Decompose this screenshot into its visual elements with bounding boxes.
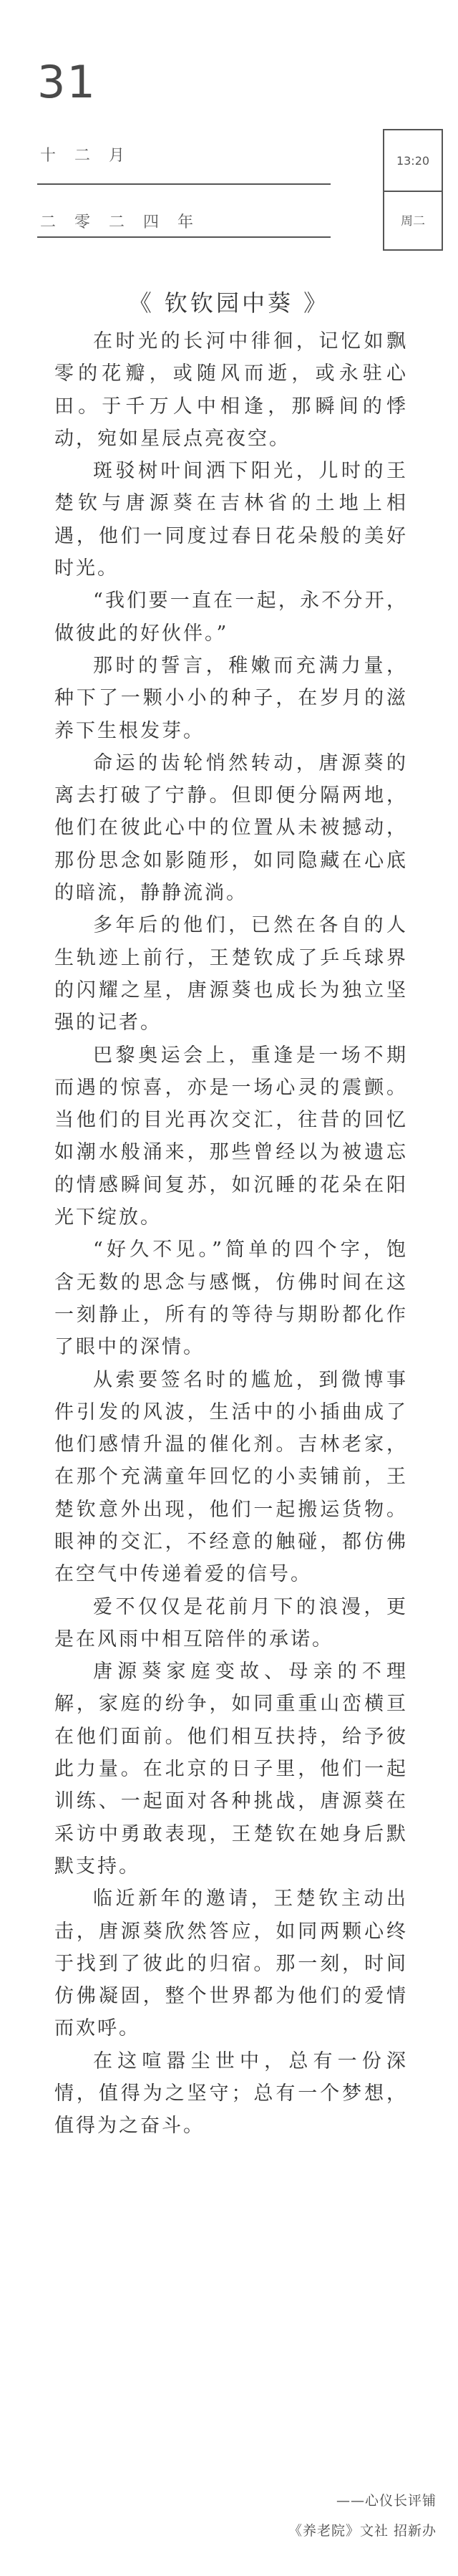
time-label: 13:20 <box>396 154 430 168</box>
paragraph: 爱不仅仅是花前月下的浪漫，更是在风雨中相互陪伴的承诺。 <box>54 1595 408 1650</box>
paragraph: 在时光的长河中徘徊，记忆如飘零的花瓣，或随风而逝，或永驻心田。于千万人中相逢，那瞬间的悸动，宛如星辰点亮夜空。 <box>54 330 408 450</box>
paragraph: 斑驳树叶间洒下阳光，儿时的王楚钦与唐源葵在吉林省的土地上相遇，他们一同度过春日花朵般的美好时光。 <box>54 460 408 580</box>
box-divider <box>384 191 442 192</box>
paragraph: 巴黎奥运会上，重逢是一场不期而遇的惊喜，亦是一场心灵的震颤。当他们的目光再次交汇，往昔的回忆如潮水般涌来，那些曾经以为被遗忘的情感瞬间复苏，如沉睡的花朵在阳光下绽放。 <box>54 1044 408 1229</box>
date-day: 31 <box>37 56 97 108</box>
paragraph: “好久不见。”简单的四个字，饱含无数的思念与感慨，仿佛时间在这一刻静止，所有的等待与期盼都化作了眼中的深情。 <box>54 1239 408 1359</box>
paragraph: 临近新年的邀请，王楚钦主动出击，唐源葵欣然答应，如同两颗心终于找到了彼此的归宿。那一刻，时间仿佛凝固，整个世界都为他们的爱情而欢呼。 <box>54 1888 408 2040</box>
weekday-label: 周二 <box>401 214 425 229</box>
paragraph: 在这喧嚣尘世中，总有一份深情，值得为之坚守；总有一个梦想，值得为之奋斗。 <box>54 2049 408 2138</box>
paragraph: “我们要一直在一起，永不分开，做彼此的好伙伴。” <box>54 590 408 645</box>
article-title: 《 钦钦园中葵 》 <box>128 289 330 317</box>
paragraph: 那时的誓言，稚嫩而充满力量，种下了一颗小小的种子，在岁月的滋养下生根发芽。 <box>54 654 408 742</box>
date-header <box>0 0 458 236</box>
reviewer-signature: ——心仪长评铺 <box>336 2493 437 2509</box>
club-credit: 《养老院》文社 招新办 <box>288 2523 437 2539</box>
time-box <box>383 129 443 251</box>
paragraph: 唐源葵家庭变故、母亲的不理解，家庭的纷争，如同重重山峦横亘在他们面前。他们相互扶持，给予彼此力量。在北京的日子里，他们一起训练、一起面对各种挑战，唐源葵在采访中勇敢表现，王楚钦在她身后默默支持。 <box>54 1661 408 1878</box>
article-body <box>54 325 408 2143</box>
paragraph: 多年后的他们，已然在各自的人生轨迹上前行，王楚钦成了乒乓球界的闪耀之星，唐源葵也成长为独立坚强的记者。 <box>54 914 408 1034</box>
divider <box>37 236 331 238</box>
date-month: 十二月 <box>40 147 144 165</box>
date-year: 二零二四年 <box>40 213 213 231</box>
paragraph: 从索要签名时的尴尬，到微博事件引发的风波，生活中的小插曲成了他们感情升温的催化剂。吉林老家，在那个充满童年回忆的小卖铺前，王楚钦意外出现，他们一起搬运货物。眼神的交汇，不经意的触碰，都仿佛在空气中传递着爱的信号。 <box>54 1368 408 1586</box>
paragraph: 命运的齿轮悄然转动，唐源葵的离去打破了宁静。但即便分隔两地，他们在彼此心中的位置从未被撼动，那份思念如影随形，如同隐藏在心底的暗流，静静流淌。 <box>54 751 408 905</box>
divider <box>37 183 331 185</box>
